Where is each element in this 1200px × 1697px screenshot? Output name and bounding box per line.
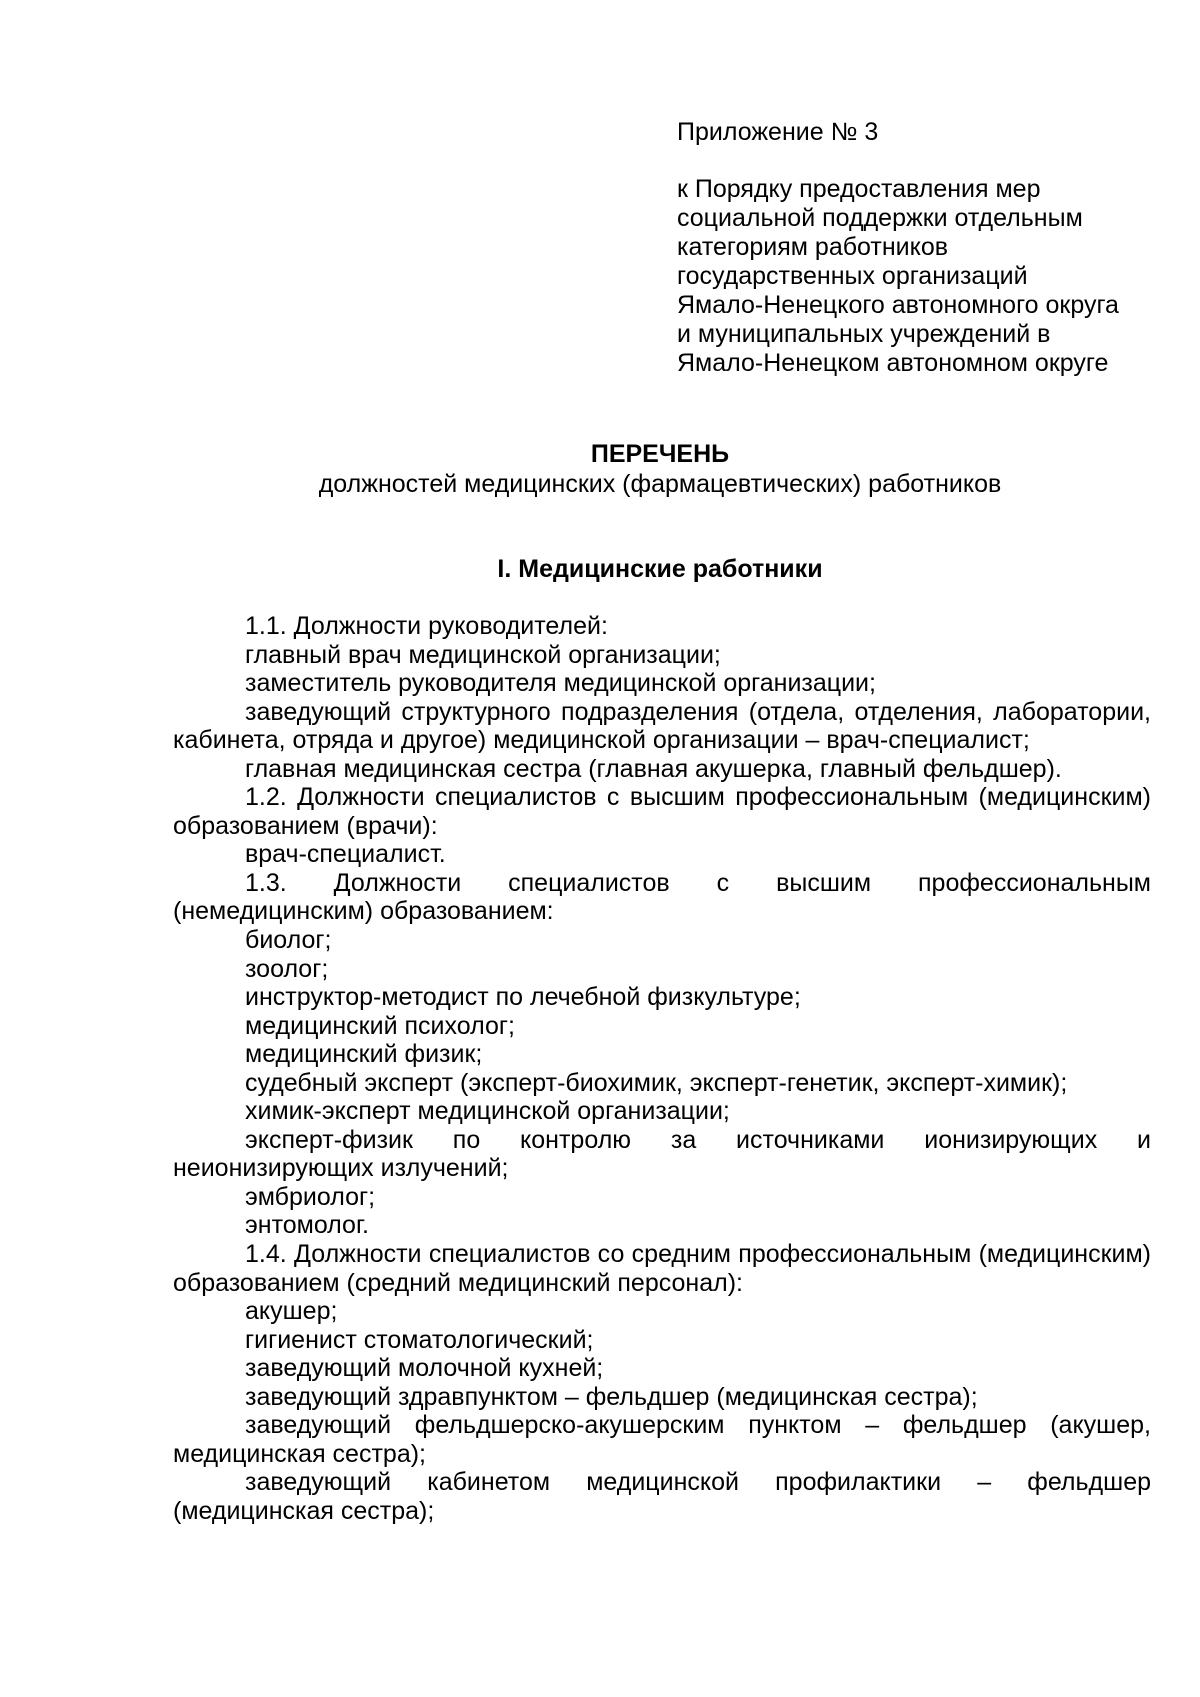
section-heading: I. Медицинские работники [497,555,823,583]
annex-line: и муниципальных учреждений в [677,320,1051,348]
paragraph: биолог; [245,926,332,955]
paragraph: медицинский психолог; [245,1011,515,1040]
paragraph: заместитель руководителя медицинской организации; [245,669,876,698]
paragraph: 1.3. Должности специалистов с высшим профессиональным (немедицинским) образованием: [173,868,1151,926]
annex-line: к Порядку предоставления мер [677,175,1041,203]
paragraph: зоолог; [245,954,329,983]
annex-line: Ямало-Ненецком автономном округе [677,349,1109,377]
paragraph: акушер; [245,1297,338,1326]
paragraph: заведующий фельдшерско-акушерским пунктом – фельдшер (акушер, медицинская сестра); [173,1411,1151,1468]
annex-block [677,118,1177,378]
paragraph: эксперт-физик по контролю за источниками ионизирующих и неионизирующих излучений; [173,1125,1151,1183]
document-title: ПЕРЕЧЕНЬ [590,440,730,468]
paragraph: эмбриолог; [245,1182,376,1211]
annex-line: социальной поддержки отдельным [677,204,1083,232]
paragraph: заведующий здравпунктом – фельдшер (медицинская сестра); [245,1382,978,1411]
annex-line: категориям работников [677,233,949,261]
annex-line: государственных организаций [677,262,1028,290]
paragraph: энтомолог. [245,1211,369,1240]
paragraph: 1.1. Должности руководителей: [245,612,608,640]
annex-number: Приложение № 3 [677,118,879,146]
paragraph: судебный эксперт (эксперт-биохимик, эксперт-генетик, эксперт-химик); [245,1068,1068,1097]
paragraph: главный врач медицинской организации; [245,640,721,669]
paragraph: химик-эксперт медицинской организации; [245,1097,730,1126]
paragraph: заведующий молочной кухней; [245,1354,604,1383]
paragraph: врач-специалист. [245,840,446,869]
paragraph: заведующий структурного подразделения (отдела, отделения, лаборатории, кабинета, отряда и другое) медицинской организации – врач-специалист; [173,697,1151,755]
paragraph: 1.4. Должности специалистов со средним профессиональным (медицинским) образованием (средний медицинский персонал): [173,1240,1151,1297]
paragraph: инструктор-методист по лечебной физкультуре; [245,983,801,1012]
paragraph: гигиенист стоматологический; [245,1325,594,1354]
document-subtitle: должностей медицинских (фармацевтических) работников [318,470,1002,498]
paragraph: главная медицинская сестра (главная акушерка, главный фельдшер). [245,754,1062,783]
document-body [173,612,1151,1526]
annex-line: Ямало-Ненецкого автономного округа [677,291,1119,319]
paragraph: медицинский физик; [245,1040,483,1069]
paragraph: 1.2. Должности специалистов с высшим профессиональным (медицинским) образованием (врачи): [173,783,1151,840]
paragraph: заведующий кабинетом медицинской профилактики – фельдшер (медицинская сестра); [173,1468,1151,1525]
